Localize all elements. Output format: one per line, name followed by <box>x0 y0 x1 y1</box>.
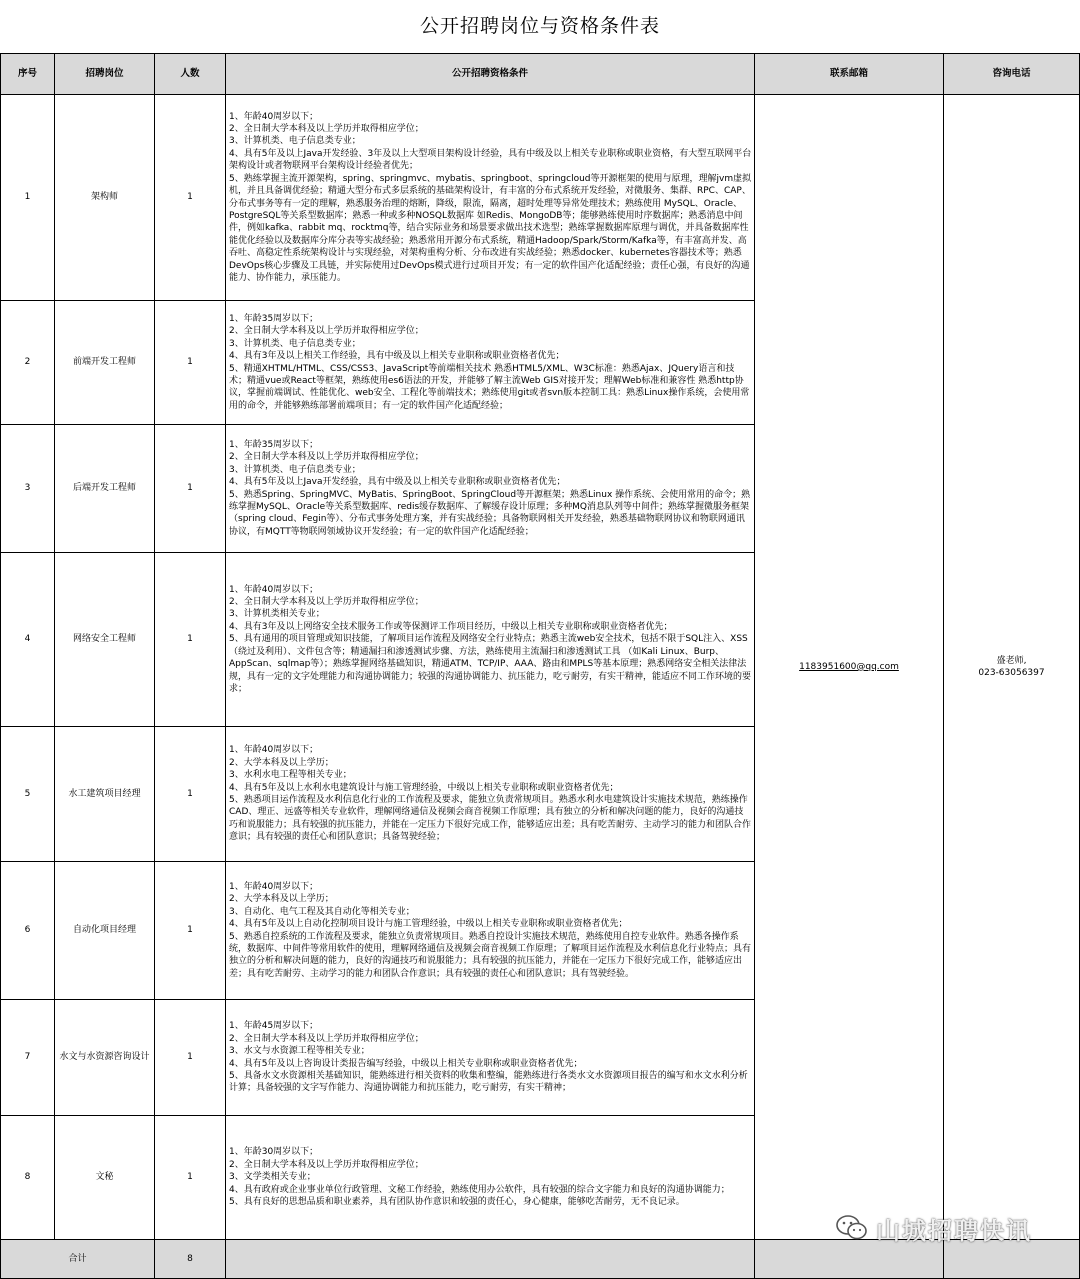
req-line: 5、熟练掌握主流开源架构，spring、springmvc、mybatis、springboot、springcloud等开源框架的使用与原理，理解jvm虚拟机，并且具备调优经验；精通大型分布式多层系统的基础架构设计，有丰富的分布式系统开发经验，对微服务、集群、RPC、CAP、分布式事务等有一定的理解，熟悉服务治理的熔断，降级，限流，隔离，超时处理等异常处理技术；熟练使用 MySQL、Oracle、PostgreSQL等关系型数据库；熟悉一种或多种NOSQL数据库 如Redis、MongoDB等；能够熟练使用时序数据库；熟悉消息中间件，例如kafka、rabbit mq、rocktmq等，结合实际业务和场景要求做出技术选型；熟练掌握数据库原理与调优，并具备数据库性能优化经验以及数据库分库分表等实战经验；熟悉常用开源分布式系统，精通Hadoop/Spark/Storm/Kafka等，有丰富高并发、高吞吐、高稳定性系统架构设计与实现经验，对架构重构分析、分布改进有实战经验；熟悉docker、kubernetes容器技术等；熟悉DevOps核心步骤及工具链，并实际使用过DevOps模式进行过项目开发；有一定的软件国产化适配经验；责任心强，有良好的沟通能力、协作能力，承压能力。 <box>229 173 752 283</box>
row-count: 1 <box>155 95 226 301</box>
row-count: 1 <box>155 727 226 862</box>
row-no: 3 <box>1 425 55 553</box>
row-position: 水工建筑项目经理 <box>55 727 155 862</box>
row-count: 1 <box>155 301 226 425</box>
req-line: 4、具有5年及以上Java开发经验，具有中级及以上相关专业职称或职业资格者优先； <box>229 477 566 488</box>
req-line: 5、熟悉自控系统的工作流程及要求，能独立负责常规项目。熟悉自控设计实施技术规范，熟练使用自控专业软件。熟悉各操作系统，数据库、中间件等常用软件的使用，理解网络通信及视频会商音视频工作原理；了解项目运作流程及水利信息化行业特点；具有独立的分析和解决问题的能力，良好的沟通技巧和说服能力；具有较强的抗压能力，并能在一定压力下很好完成工作，能够适应出差；具有吃苦耐劳、主动学习的能力和团队合作意识；具有较强的责任心和团队意识；具有驾驶经验。 <box>229 931 752 979</box>
row-position: 架构师 <box>55 95 155 301</box>
req-line: 2、全日制大学本科及以上学历并取得相应学位； <box>229 124 424 135</box>
header-count: 人数 <box>155 54 226 95</box>
req-line: 4、具有5年及以上水利水电建筑设计与施工管理经验，中级以上相关专业职称或职业资格者优先； <box>229 782 619 793</box>
req-line: 3、计算机类、电子信息类专业； <box>229 464 361 475</box>
header-requirements: 公开招聘资格条件 <box>226 54 755 95</box>
row-position: 自动化项目经理 <box>55 862 155 1000</box>
header-no: 序号 <box>1 54 55 95</box>
row-requirements <box>226 727 755 862</box>
req-line: 4、具有3年及以上相关工作经验，具有中级及以上相关专业职称或职业资格者优先； <box>229 351 565 362</box>
req-line: 1、年龄40周岁以下； <box>229 745 319 756</box>
total-empty <box>226 1240 755 1279</box>
row-no: 7 <box>1 1000 55 1116</box>
req-line: 3、计算机类、电子信息类专业； <box>229 136 361 147</box>
page-title: 公开招聘岗位与资格条件表 <box>419 15 660 37</box>
req-line: 1、年龄40周岁以下； <box>229 881 319 892</box>
req-line: 2、大学本科及以上学历； <box>229 757 334 768</box>
row-count: 1 <box>155 553 226 727</box>
row-no: 6 <box>1 862 55 1000</box>
req-line: 3、计算机类相关专业； <box>229 609 325 620</box>
req-line: 2、全日制大学本科及以上学历并取得相应学位； <box>229 1159 424 1170</box>
req-line: 4、具有5年及以上自动化控制项目设计与施工管理经验，中级以上相关专业职称或职业资格者优先； <box>229 919 628 930</box>
row-count: 1 <box>155 1000 226 1116</box>
table-row <box>1 95 1080 301</box>
req-line: 1、年龄40周岁以下； <box>229 584 319 595</box>
watermark-text: 山城招聘快讯 <box>876 1216 1032 1245</box>
req-line: 5、熟悉Spring、SpringMVC、MyBatis、SpringBoot、SpringCloud等开源框架；熟悉Linux 操作系统、会使用常用的命令；熟练掌握MySQL、Oracle等关系型数据库、redis缓存数据库、了解缓存设计原理；多种MQ消息队列等中间件；熟练掌握微服务框架（spring cloud、Fegin等）、分布式事务处理方案，并有实战经验；具备物联网相关开发经验，熟悉基础物联网协议和物联网通讯协议，有MQTT等物联网领域协议开发经验；有一定的软件国产化适配经验； <box>229 489 751 537</box>
req-line: 2、大学本科及以上学历； <box>229 894 334 905</box>
row-requirements <box>226 301 755 425</box>
row-requirements <box>226 95 755 301</box>
wechat-icon <box>836 1214 868 1242</box>
row-requirements <box>226 425 755 553</box>
row-no: 5 <box>1 727 55 862</box>
contact-email-cell <box>755 95 944 1240</box>
row-position: 后端开发工程师 <box>55 425 155 553</box>
req-line: 1、年龄40周岁以下； <box>229 111 319 122</box>
contact-email-link[interactable]: 1183951600@qq.com <box>799 661 899 672</box>
row-position: 文秘 <box>55 1116 155 1240</box>
row-position: 水文与水资源咨询设计 <box>55 1000 155 1116</box>
row-position: 前端开发工程师 <box>55 301 155 425</box>
req-line: 5、具有通用的项目管理或知识技能，了解项目运作流程及网络安全行业特点；熟悉主流web安全技术，包括不限于SQL注入、XSS（绕过及利用）、文件包含等；精通漏扫和渗透测试步骤、方法，熟练使用主流漏扫和渗透测试工具 （如Kali Linux、Burp、AppScan、sqlmap等）；熟练掌握网络基础知识，精通ATM、TCP/IP、AAA、路由和MPLS等基本原理；熟悉网络安全相关法律法规，具有一定的文字处理能力和沟通协调能力；较强的沟通协调能力、抗压能力，吃亏耐劳，有实干精神，能适应不同工作环境的要求； <box>229 634 752 694</box>
row-count: 1 <box>155 1116 226 1240</box>
req-line: 3、计算机类、电子信息类专业； <box>229 338 361 349</box>
row-requirements <box>226 1000 755 1116</box>
row-requirements <box>226 1116 755 1240</box>
req-line: 4、具有5年及以上Java开发经验、3年及以上大型项目架构设计经验，具有中级及以上相关专业职称或职业资格，有大型互联网平台架构设计或者物联网平台架构设计经验者优先； <box>229 148 752 172</box>
row-requirements <box>226 862 755 1000</box>
row-no: 4 <box>1 553 55 727</box>
row-count: 1 <box>155 425 226 553</box>
total-label: 合计 <box>1 1240 155 1279</box>
req-line: 1、年龄45周岁以下； <box>229 1021 319 1032</box>
watermark <box>836 1208 1032 1248</box>
contact-phone-number: 023-63056397 <box>978 668 1045 678</box>
table-header-row <box>1 54 1080 95</box>
row-no: 2 <box>1 301 55 425</box>
recruitment-table <box>0 53 1080 1279</box>
req-line: 3、水文与水资源工程等相关专业； <box>229 1046 370 1057</box>
req-line: 4、具有5年及以上咨询设计类报告编写经验，中级以上相关专业职称或职业资格者优先； <box>229 1058 583 1069</box>
req-line: 3、水利水电工程等相关专业； <box>229 770 352 781</box>
req-line: 3、文学类相关专业； <box>229 1172 316 1183</box>
row-requirements <box>226 553 755 727</box>
header-phone: 咨询电话 <box>944 54 1080 95</box>
req-line: 4、具有3年及以上网络安全技术服务工作或等保测评工作项目经历，中级以上相关专业职称或职业资格者优先； <box>229 621 673 632</box>
req-line: 2、全日制大学本科及以上学历并取得相应学位； <box>229 1033 424 1044</box>
contact-phone-cell <box>944 95 1080 1240</box>
req-line: 4、具有政府或企业事业单位行政管理、文秘工作经验，熟练使用办公软件，具有较强的综合文字能力和良好的沟通协调能力； <box>229 1184 730 1195</box>
req-line: 1、年龄30周岁以下； <box>229 1147 319 1158</box>
req-line: 3、自动化、电气工程及其自动化等相关专业； <box>229 906 415 917</box>
req-line: 5、精通XHTML/HTML、CSS/CSS3、JavaScript等前端相关技术 熟悉HTML5/XML、W3C标准：熟悉Ajax、JQuery语言和技术；精通vue或React等框架，熟练使用es6语法的开发，并能够了解主流Web GIS对接开发；理解Web标准和兼容性 熟悉http协议，掌握前端调试、性能优化、web安全、工程化等前端技术；熟练使用git或者svn版本控制工具：熟悉Linux操作系统，会使用常用的命令，并能够熟练部署前端项目；有一定的软件国产化适配经验； <box>229 363 750 411</box>
contact-person: 盛老师, <box>996 655 1027 666</box>
req-line: 2、全日制大学本科及以上学历并取得相应学位； <box>229 597 424 608</box>
row-position: 网络安全工程师 <box>55 553 155 727</box>
total-value: 8 <box>155 1240 226 1279</box>
req-line: 1、年龄35周岁以下； <box>229 439 319 450</box>
row-no: 8 <box>1 1116 55 1240</box>
req-line: 2、全日制大学本科及以上学历并取得相应学位； <box>229 452 424 463</box>
row-count: 1 <box>155 862 226 1000</box>
req-line: 5、熟悉项目运作流程及水利信息化行业的工作流程及要求，能独立负责常规项目。熟悉水利水电建筑设计实施技术规范，熟练操作CAD、理正、远盛等相关专业软件，理解网络通信及视频会商音视频工作原理；具有独立的分析和解决问题的能力，良好的沟通技巧和说服能力；具有较强的抗压能力，并能在一定压力下很好完成工作，能够适应出差；具有吃苦耐劳、主动学习的能力和团队合作意识；具有较强的责任心和团队意识；具备驾驶经验； <box>229 795 752 843</box>
header-email: 联系邮箱 <box>755 54 944 95</box>
header-position: 招聘岗位 <box>55 54 155 95</box>
row-no: 1 <box>1 95 55 301</box>
req-line: 5、具有良好的思想品质和职业素养，具有团队协作意识和较强的责任心，身心健康，能够吃苦耐劳，无不良记录。 <box>229 1197 685 1208</box>
req-line: 5、具备水文水资源相关基础知识，能熟练进行相关资料的收集和整编，能熟练进行各类水文水资源项目报告的编写和水文水利分析计算；具备较强的文字写作能力、沟通协调能力和抗压能力，吃亏耐劳，有实干精神； <box>229 1070 748 1094</box>
req-line: 2、全日制大学本科及以上学历并取得相应学位； <box>229 326 424 337</box>
req-line: 1、年龄35周岁以下； <box>229 313 319 324</box>
